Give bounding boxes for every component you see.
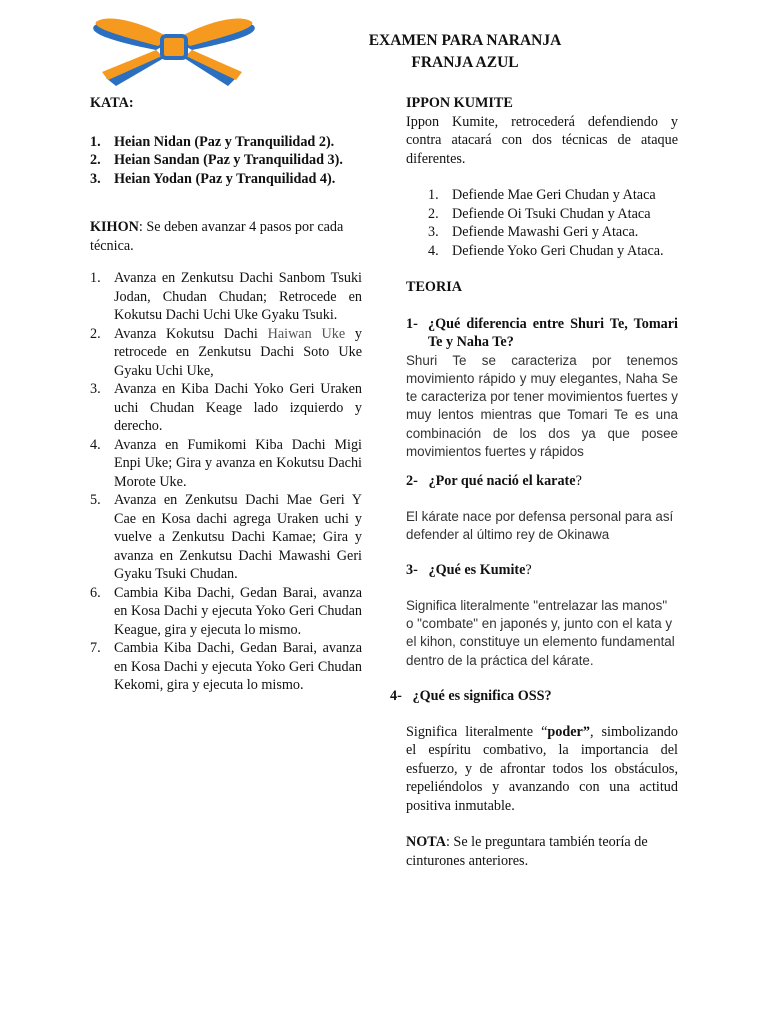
list-item xyxy=(428,242,678,261)
list-item xyxy=(90,584,362,640)
item-text: Avanza en Zenkutsu Dachi Sanbom Tsuki Jodan, Chudan Chudan; Retrocede en Kokutsu Dachi Uchi Uke Gyaku Tsuki. xyxy=(114,270,362,323)
item-number: 1. xyxy=(90,133,101,150)
item-text: Defiende Yoko Geri Chudan y Ataca. xyxy=(452,242,664,259)
list-item xyxy=(90,151,362,170)
item-text: Heian Nidan (Paz y Tranquilidad 2). xyxy=(114,133,335,150)
kata-list xyxy=(90,133,362,189)
item-number: 2. xyxy=(90,325,101,342)
kihon-list xyxy=(90,269,362,695)
question-mark: ? xyxy=(575,473,582,490)
item-text: Avanza en Fumikomi Kiba Dachi Migi Enpi Uke; Gira y avanza en Kokutsu Dachi Morote Uke. xyxy=(114,436,362,490)
belt-icon xyxy=(86,12,262,88)
list-item xyxy=(90,491,362,584)
item-text: Heian Yodan (Paz y Tranquilidad 4). xyxy=(114,170,336,187)
item-number: 6. xyxy=(90,584,101,601)
item-text: Avanza en Kiba Dachi Yoko Geri Uraken uchi Chudan Keage lado izquierdo y derecho. xyxy=(114,381,362,434)
item-number: 3. xyxy=(428,224,439,240)
answer-4-post: , simbolizando el espíritu combativo, la importancia del esfuerzo, y de afrontar todos los obstáculos, repeliéndolos y avanzando con una actitud positiva inmutable. xyxy=(406,723,678,814)
kata-heading: KATA: xyxy=(90,95,134,111)
question-number: 4- xyxy=(390,688,402,705)
question-mark: ? xyxy=(525,562,532,579)
nota xyxy=(406,833,678,870)
list-item xyxy=(428,223,678,242)
right-column xyxy=(390,94,678,870)
question-number: 1- xyxy=(406,315,418,332)
title-line-1: EXAMEN PARA NARANJA xyxy=(368,32,562,49)
answer-3: Significa literalmente "entrelazar las manos" o "combate" en japonés y, junto con el kata y el kihon, constituye un elemento fundamental dentro de la práctica del kárate. xyxy=(406,597,675,668)
list-item xyxy=(90,436,362,492)
item-text: Avanza en Zenkutsu Dachi Mae Geri Y Cae en Kosa dachi agrega Uraken uchi y vuelve a Zenkutsu Dachi Kamae; Gira y avanza en Zenkutsu Dachi Mawashi Geri Gyaku Tsuki Chudan. xyxy=(114,492,362,582)
question-text: ¿Qué es significa OSS? xyxy=(412,688,552,705)
item-text: Defiende Mae Geri Chudan y Ataca xyxy=(452,187,656,203)
title-line-2: FRANJA AZUL xyxy=(411,54,519,71)
item-text-post: y retrocede en Zenkutsu Dachi Soto Uke Gyaku Uchi Uke, xyxy=(114,325,362,379)
question-3 xyxy=(406,561,678,580)
item-text: Defiende Oi Tsuki Chudan y Ataca xyxy=(452,205,651,222)
item-number: 4. xyxy=(428,242,439,259)
question-text: ¿Por qué nació el karate xyxy=(428,473,576,490)
item-number: 2. xyxy=(90,152,101,168)
kihon-intro xyxy=(90,218,362,255)
item-number: 4. xyxy=(90,436,101,453)
page-title xyxy=(330,30,600,74)
item-number: 5. xyxy=(90,492,101,508)
item-number: 1. xyxy=(90,270,101,286)
item-text: Heian Sandan (Paz y Tranquilidad 3). xyxy=(114,152,343,168)
answer-2: El kárate nace por defensa personal para así defender al último rey de Okinawa xyxy=(406,508,674,543)
nota-label: NOTA xyxy=(406,834,446,851)
item-text xyxy=(114,325,362,381)
answer-4 xyxy=(406,723,678,816)
question-4 xyxy=(390,687,678,706)
answer-1: Shuri Te se caracteriza por tenemos movimiento rápido y muy elegantes, Naha Se te caracteriza por tener movimientos fuertes y muy lentos mientras que Tomari Te es una combinación de los dos ya que posee movimientos fuertes y rápidos xyxy=(406,352,678,459)
list-item xyxy=(90,325,362,381)
list-item xyxy=(90,380,362,436)
question-text: ¿Qué diferencia entre Shuri Te, Tomari Te y Naha Te? xyxy=(428,315,678,350)
answer-4-bold: poder” xyxy=(547,723,590,740)
item-number: 3. xyxy=(90,170,101,187)
nota-text: : Se le preguntara también teoría de cinturones anteriores. xyxy=(406,834,648,869)
item-number: 3. xyxy=(90,381,101,397)
kihon-intro-text: : Se deben avanzar 4 pasos por cada técnica. xyxy=(90,219,344,254)
item-text-pre: Avanza Kokutsu Dachi xyxy=(114,325,268,342)
item-number: 2. xyxy=(428,205,439,222)
answer-4-pre: Significa literalmente “ xyxy=(406,723,548,740)
question-1 xyxy=(406,315,678,352)
item-number: 1. xyxy=(428,187,439,203)
haiwan-uke-link[interactable]: Haiwan Uke xyxy=(267,325,346,342)
left-column xyxy=(90,94,362,695)
list-item xyxy=(428,186,678,205)
ippon-intro: Ippon Kumite, retrocederá defendiendo y contra atacará con dos técnicas de ataque diferentes. xyxy=(406,113,678,167)
list-item xyxy=(90,269,362,325)
ippon-heading: IPPON KUMITE xyxy=(406,95,513,111)
list-item xyxy=(428,205,678,224)
list-item xyxy=(90,170,362,189)
item-text: Cambia Kiba Dachi, Gedan Barai, avanza en Kosa Dachi y ejecuta Yoko Geri Chudan Kekomi, gira y ejecuta lo mismo. xyxy=(114,640,362,693)
kihon-label: KIHON xyxy=(90,219,139,235)
list-item xyxy=(90,133,362,152)
question-text: ¿Qué es Kumite xyxy=(428,562,526,579)
question-2 xyxy=(406,472,678,491)
question-number: 3- xyxy=(406,562,418,579)
question-number: 2- xyxy=(406,473,418,490)
teoria-heading: TEORIA xyxy=(406,279,462,295)
item-text: Cambia Kiba Dachi, Gedan Barai, avanza en Kosa Dachi y ejecuta Yoko Geri Chudan Keague, gira y ejecuta lo mismo. xyxy=(114,584,362,638)
item-text: Defiende Mawashi Geri y Ataca. xyxy=(452,224,639,240)
list-item xyxy=(90,639,362,695)
item-number: 7. xyxy=(90,640,101,656)
ippon-list xyxy=(428,186,678,260)
